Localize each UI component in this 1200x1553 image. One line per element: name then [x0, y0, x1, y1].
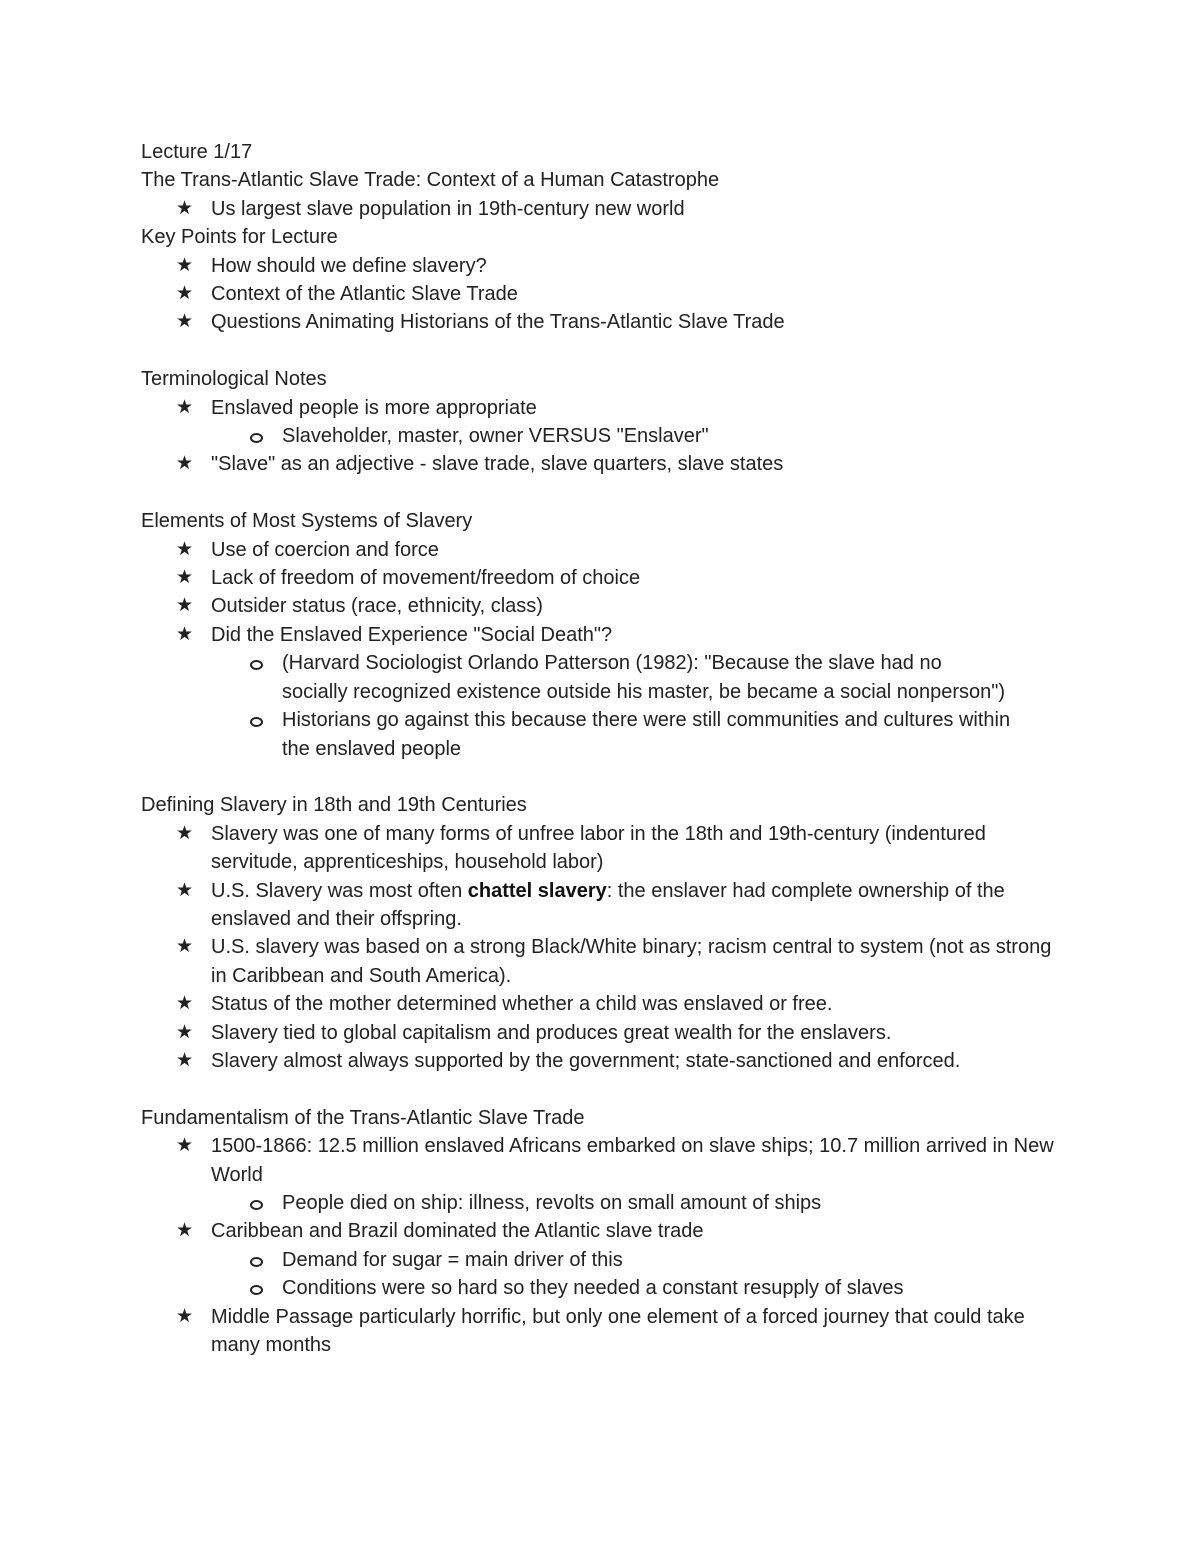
list-item-text: (Harvard Sociologist Orlando Patterson (1982): "Because the slave had no socially recognized existence outside his master, be became a social nonperson") [282, 652, 1006, 703]
list-item [141, 877, 1041, 934]
list-item-text: Slavery almost always supported by the government; state-sanctioned and enforced. [211, 1049, 961, 1072]
list-item-text: Conditions were so hard so they needed a constant resupply of slaves [282, 1277, 904, 1300]
list-item-text: Use of coercion and force [211, 538, 439, 561]
section-title-terminology: Terminological Notes [141, 368, 327, 391]
star-bullet-icon: ★ [176, 396, 194, 418]
sub-list-item [141, 1246, 1081, 1274]
star-bullet-icon: ★ [176, 283, 194, 305]
star-bullet-icon: ★ [176, 453, 194, 475]
list-item-text: "Slave" as an adjective - slave trade, slave quarters, slave states [211, 453, 784, 476]
list-item-text: How should we define slavery? [211, 254, 487, 277]
sub-list-item [141, 1189, 1081, 1217]
list-item-text: Questions Animating Historians of the Trans-Atlantic Slave Trade [211, 311, 785, 334]
list-item-text: Outsider status (race, ethnicity, class) [211, 595, 543, 618]
list-item [141, 308, 1081, 336]
circle-bullet-icon [250, 660, 263, 670]
circle-bullet-icon [250, 1285, 263, 1295]
list-item-text: Demand for sugar = main driver of this [282, 1248, 623, 1271]
list-item [141, 195, 1081, 223]
star-bullet-icon: ★ [176, 1021, 194, 1043]
list-item-text: Status of the mother determined whether a child was enslaved or free. [211, 993, 833, 1016]
list-item [141, 933, 1056, 990]
star-bullet-icon: ★ [176, 1049, 194, 1071]
circle-bullet-icon [250, 717, 263, 727]
list-item [141, 820, 1056, 877]
list-item-text: Caribbean and Brazil dominated the Atlantic slave trade [211, 1220, 704, 1243]
list-item-text: People died on ship: illness, revolts on small amount of ships [282, 1191, 822, 1214]
list-item [141, 1019, 1081, 1047]
list-item-text: Slavery tied to global capitalism and produces great wealth for the enslavers. [211, 1021, 892, 1044]
star-bullet-icon: ★ [176, 879, 194, 901]
list-item [141, 990, 1081, 1018]
list-item-text [211, 880, 1005, 930]
list-item [141, 536, 1081, 564]
list-item [141, 252, 1081, 280]
star-bullet-icon: ★ [176, 1220, 194, 1242]
lecture-subheading: The Trans-Atlantic Slave Trade: Context of a Human Catastrophe [141, 169, 720, 192]
section-title-key-points: Key Points for Lecture [141, 226, 338, 249]
list-item-text: Did the Enslaved Experience "Social Death"? [211, 623, 613, 646]
star-bullet-icon: ★ [176, 595, 194, 617]
section-title-elements: Elements of Most Systems of Slavery [141, 510, 473, 533]
spacer [141, 1075, 1081, 1103]
list-item [141, 280, 1081, 308]
star-bullet-icon: ★ [176, 822, 194, 844]
list-item-text: Slavery was one of many forms of unfree labor in the 18th and 19th-century (indentured servitude, apprenticeships, household labor) [211, 822, 986, 874]
star-bullet-icon: ★ [176, 936, 194, 958]
star-bullet-icon: ★ [176, 993, 194, 1015]
list-item [141, 1132, 1056, 1189]
circle-bullet-icon [250, 1257, 263, 1267]
list-item-text: Slaveholder, master, owner VERSUS "Enslaver" [282, 425, 709, 448]
bold-term: chattel slavery [467, 879, 607, 902]
list-item-text: 1500-1866: 12.5 million enslaved Africans embarked on slave ships; 10.7 million arrived in New World [211, 1135, 1054, 1186]
list-item-text: Historians go against this because there were still communities and cultures within the enslaved people [282, 709, 1011, 760]
sub-list-item [141, 649, 1010, 706]
circle-bullet-icon [250, 1200, 263, 1210]
star-bullet-icon: ★ [176, 254, 194, 276]
list-item-text-start: U.S. Slavery was most often [211, 879, 468, 902]
spacer [141, 479, 1081, 507]
star-bullet-icon: ★ [176, 623, 194, 645]
list-item-text-end: : the enslaver had complete ownership of the enslaved and their offspring. [211, 879, 1005, 930]
sub-list-item [141, 422, 1081, 450]
circle-bullet-icon [250, 433, 263, 443]
star-bullet-icon: ★ [176, 197, 194, 219]
list-item-text: Context of the Atlantic Slave Trade [211, 283, 518, 306]
star-bullet-icon: ★ [176, 567, 194, 589]
star-bullet-icon: ★ [176, 1135, 194, 1157]
list-item-text: Lack of freedom of movement/freedom of choice [211, 567, 641, 590]
list-item [141, 1217, 1081, 1245]
sub-list-item [141, 1274, 1081, 1302]
list-item-text: Enslaved people is more appropriate [211, 396, 537, 419]
document-page [141, 138, 1081, 1359]
list-item-text: Us largest slave population in 19th-century new world [211, 197, 685, 220]
list-item-text: Middle Passage particularly horrific, but only one element of a forced journey that could take many months [211, 1305, 1025, 1356]
list-item [141, 564, 1081, 592]
lecture-heading: Lecture 1/17 [141, 141, 253, 163]
section-title-defining: Defining Slavery in 18th and 19th Centuries [141, 794, 527, 817]
list-item [141, 621, 1081, 649]
star-bullet-icon: ★ [176, 1305, 194, 1327]
section-title-fundamentalism: Fundamentalism of the Trans-Atlantic Slave Trade [141, 1106, 585, 1129]
list-item [141, 450, 1081, 478]
list-item-text: U.S. slavery was based on a strong Black/White binary; racism central to system (not as strong in Caribbean and South America). [211, 936, 1052, 987]
spacer [141, 763, 1081, 791]
star-bullet-icon: ★ [176, 538, 194, 560]
list-item [141, 394, 1081, 422]
sub-list-item [141, 706, 1022, 763]
list-item [141, 1303, 1056, 1360]
list-item [141, 592, 1081, 620]
list-item [141, 1047, 1081, 1075]
star-bullet-icon: ★ [176, 311, 194, 333]
spacer [141, 337, 1081, 365]
